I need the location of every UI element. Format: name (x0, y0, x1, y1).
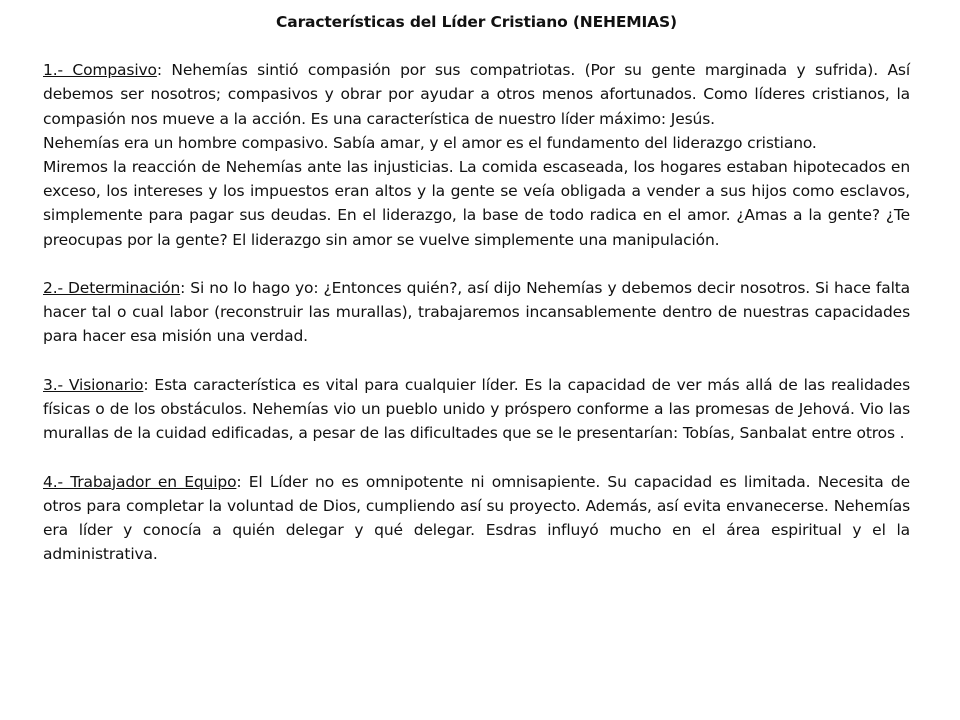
paragraph-gap (43, 445, 910, 469)
section-compasivo-para-2: Nehemías era un hombre compasivo. Sabía amar, y el amor es el fundamento del liderazgo cristiano. (43, 133, 817, 152)
section-text: : El Líder no es omnipotente ni omnisapiente. Su capacidad es limitada. Necesita de otros para completar la voluntad de Dios, cumpliendo así su proyecto. Además, así evita envanecerse. Nehemías era líder y conocía a quién delegar y qué delegar. Esdras influyó mucho en el área espiritual y el la administrativa. (43, 472, 910, 564)
section-compasivo-para-3: Miremos la reacción de Nehemías ante las injusticias. La comida escaseada, los hogares estaban hipotecados en exceso, los intereses y los impuestos eran altos y la gente se veía obligada a vender a sus hijos como esclavos, simplemente para pagar sus deudas. En el liderazgo, la base de todo radica en el amor. ¿Amas a la gente? ¿Te preocupas por la gente? El liderazgo sin amor se vuelve simplemente una manipulación. (43, 158, 910, 249)
section-text: : Esta característica es vital para cualquier líder. Es la capacidad de ver más allá de las realidades físicas o de los obstáculos. Nehemías vio un pueblo unido y próspero conforme a las promesas de Jehová. Vio las murallas de la cuidad edificadas, a pesar de las dificultades que se le presentarían: Tobías, Sanbalat entre otros . (43, 375, 910, 443)
section-trabajador-equipo-para-1 (43, 470, 910, 567)
section-heading-compasivo: 1.- Compasivo (43, 61, 157, 80)
document-page (43, 10, 910, 566)
document-title: Características del Líder Cristiano (NEHEMIAS) (276, 13, 677, 31)
section-visionario-para-1 (43, 373, 910, 446)
section-determinacion-para-1 (43, 276, 910, 349)
section-heading-determinacion: 2.- Determinación (43, 279, 181, 298)
section-heading-trabajador-equipo: 4.- Trabajador en Equipo (43, 472, 237, 491)
paragraph-gap (43, 349, 910, 373)
paragraph-gap (43, 252, 910, 276)
section-heading-visionario: 3.- Visionario (43, 375, 144, 394)
section-text: : Nehemías sintió compasión por sus compatriotas. (Por su gente marginada y sufrida). Así debemos ser nosotros; compasivos y obrar por ayudar a otros menos afortunados. Como líderes cristianos, la compasión nos mueve a la acción. Es una característica de nuestro líder máximo: Jesús. (43, 61, 910, 128)
section-compasivo-para-1 (43, 58, 910, 131)
section-text: : Si no lo hago yo: ¿Entonces quién?, así dijo Nehemías y debemos decir nosotros. Si hace falta hacer tal o cual labor (reconstruir las murallas), trabajaremos incansablemente dentro de nuestras capacidades para hacer esa misión una verdad. (43, 279, 910, 346)
